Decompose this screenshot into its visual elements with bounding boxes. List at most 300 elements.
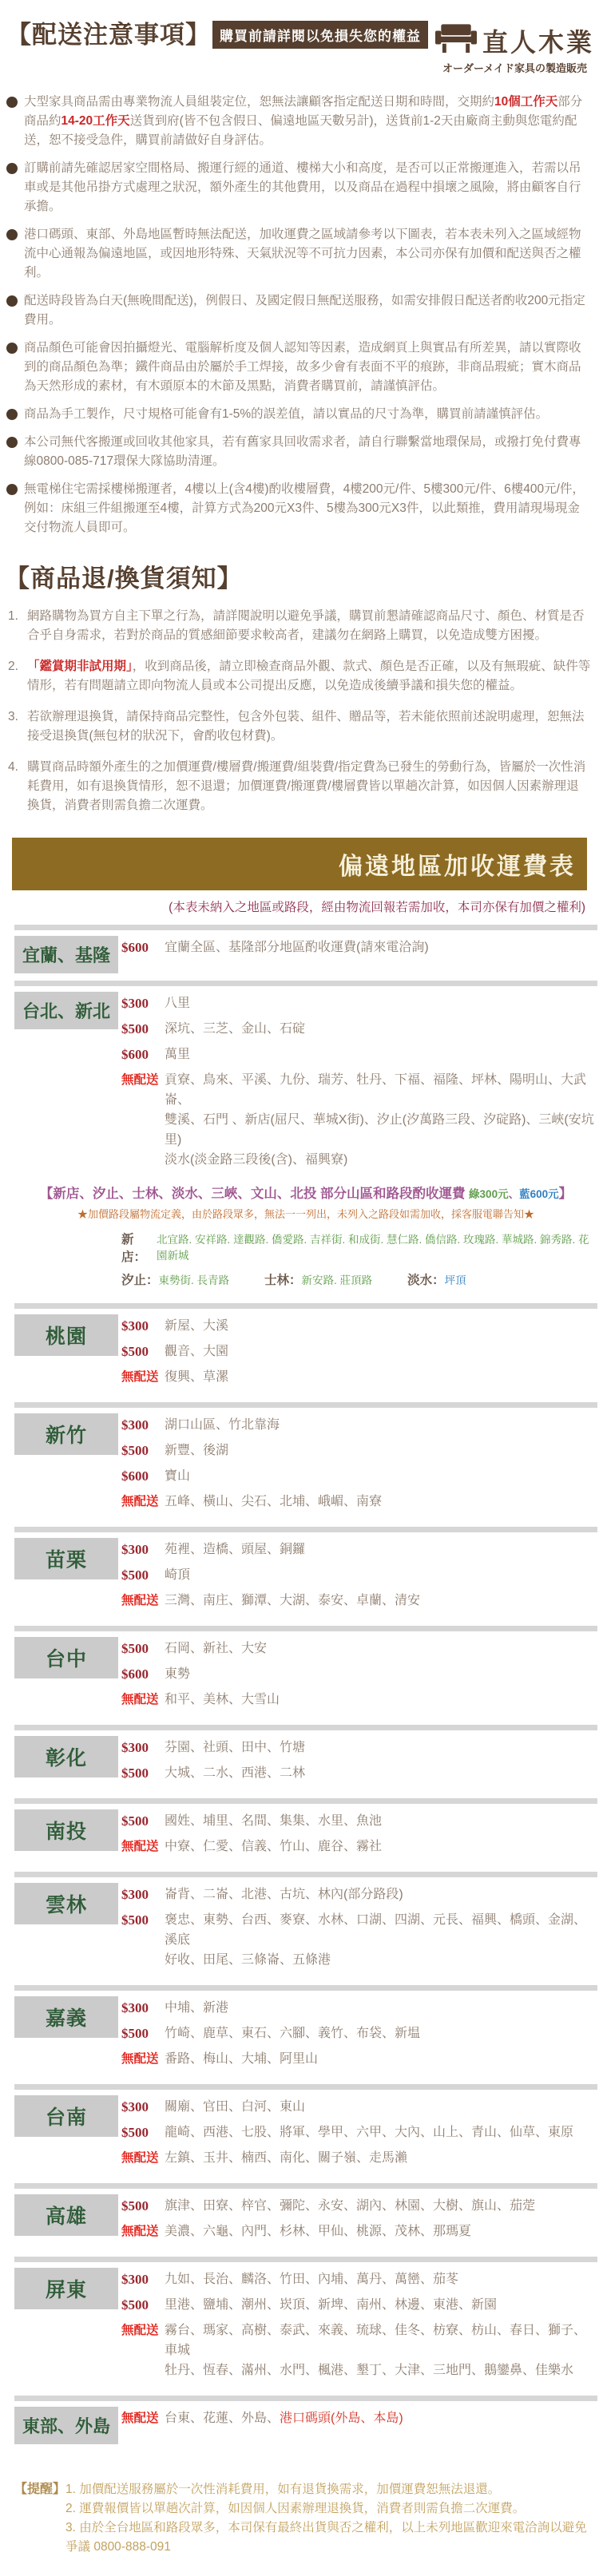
row-separator (14, 2396, 597, 2401)
page-title: 【配送注意事項】 (6, 21, 211, 49)
fee-price: $500 (121, 1641, 149, 1656)
text-segment: 左鎮、玉井、楠西、南化、關子嶺、走馬瀨 (165, 2151, 408, 2165)
fee-list (121, 1738, 596, 1783)
fee-line (121, 2221, 596, 2241)
fee-areas (165, 1664, 190, 1684)
policy-item (8, 758, 591, 815)
policy-item (8, 607, 591, 645)
region-label: 宜蘭、基隆 (14, 936, 118, 973)
text-segment: 若欲辦理退換貨，請保持商品完整性，包含外包裝、組件、贈品等，若未能依照前述說明處理，恕無法接受退換貨(無包材的狀況下，會酌收包材費)。 (27, 710, 585, 743)
fee-areas (165, 1998, 228, 2018)
fee-price: $500 (121, 1813, 149, 1829)
route-label: 淡水： (407, 1274, 445, 1287)
text-segment: 貢寮、鳥來、平溪、九份、瑞芳、牡丹、下福、福隆、坪林、陽明山、大武崙、 (165, 1073, 587, 1107)
text-segment: 寶山 (165, 1469, 191, 1483)
fee-areas (165, 2269, 458, 2289)
text-segment: 番路、梅山、大埔、阿里山 (165, 2052, 319, 2066)
reminder-item: 1. 加價配送服務屬於一次性消耗費用，如有退貨換需求，加價運費恕無法退還。 (65, 2483, 501, 2496)
fee-areas (165, 1342, 228, 1361)
fee-areas (165, 1738, 305, 1758)
shipping-note (6, 405, 591, 424)
fee-areas (165, 2221, 471, 2241)
row-separator (14, 1872, 597, 1877)
text-segment: 訂購前請先確認居家空間格局、搬運行經的通道、樓梯大小和高度，是否可以正常搬運進入，若需以吊車或是其他吊掛方式處理之狀況，額外產生的其他費用，以及商品在過程中損壞之風險，將由顧客自行承擔。 (24, 161, 581, 213)
fee-price: 無配送 (121, 2412, 159, 2425)
text-segment: 湖口山區、竹北靠海 (165, 1418, 280, 1432)
policy-text (27, 657, 591, 696)
bullet-icon (6, 97, 18, 108)
fee-areas (165, 2049, 318, 2069)
text-segment: 龍崎、西港、七股、將軍、學甲、六甲、大內、山上、青山、仙草、東原 (165, 2126, 574, 2139)
fee-list (121, 2097, 596, 2168)
note-text (24, 433, 591, 471)
fee-price: $600 (121, 940, 149, 955)
fee-price: $300 (121, 1417, 149, 1433)
brand-row (435, 22, 594, 59)
shipping-notes-list (0, 81, 599, 537)
region-label: 台北、新北 (14, 992, 118, 1029)
fee-price: $300 (121, 996, 149, 1011)
fee-line (121, 1342, 596, 1361)
fee-table-subtitle: (本表未納入之地區或路段，經由物流回報若需加收，本司亦保有加價之權利) (169, 901, 585, 914)
text-segment: 九如、長治、麟洛、竹田、內埔、萬丹、萬巒、茄苳 (165, 2273, 459, 2286)
text-segment: 苑裡、造橋、頭屋、銅鑼 (165, 1543, 306, 1556)
fee-price: 無配送 (121, 2324, 159, 2337)
fee-line (121, 1044, 596, 1064)
row-separator (14, 2183, 597, 2189)
bullet-icon (6, 163, 18, 174)
fee-price: 無配送 (121, 2151, 159, 2165)
fee-line (121, 1316, 596, 1336)
bullet-icon (6, 409, 18, 420)
fee-price: $500 (121, 1766, 149, 1781)
fee-areas (165, 1316, 228, 1336)
fee-price: $500 (121, 1021, 149, 1036)
text-segment: 本公司無代客搬運或回收其他家具，若有舊家具回收需求者，請自行聯繫當地環保局，或撥打免付費專線0800-085-717環保大隊協助清運。 (24, 435, 581, 468)
page-header (0, 21, 599, 81)
fee-price: $300 (121, 1318, 149, 1334)
text-segment: 萬里 (165, 1048, 191, 1061)
region-label: 台中 (14, 1637, 118, 1678)
region-label: 高雄 (14, 2194, 118, 2236)
fee-line (121, 1639, 596, 1659)
fee-list (121, 2196, 596, 2241)
fee-areas (165, 993, 190, 1013)
text-segment: 竹崎、鹿草、東石、六腳、義竹、布袋、新塭 (165, 2027, 421, 2040)
route-value: 新安路. 莊頂路 (301, 1274, 373, 1286)
text-segment: 關廟、官田、白河、東山 (165, 2100, 306, 2114)
bullet-icon (6, 295, 18, 307)
text-segment: 觀音、大園 (165, 1345, 229, 1358)
fee-line (121, 2408, 596, 2428)
fee-price: $300 (121, 2272, 149, 2287)
fee-line (121, 993, 596, 1013)
text-segment: 10個工作天 (494, 95, 558, 109)
fee-areas (165, 2097, 305, 2117)
fee-line (121, 1738, 596, 1758)
fee-line (121, 1492, 596, 1512)
region-label: 彰化 (14, 1736, 118, 1777)
text-segment: 八里 (165, 997, 191, 1010)
fee-price: $300 (121, 2099, 149, 2114)
fee-price: $300 (121, 1542, 149, 1557)
return-policy-title: 【商品退/換貨須知】 (5, 565, 243, 592)
text-segment: 深坑、三芝、金山、石碇 (165, 1022, 306, 1036)
fee-areas (165, 1466, 190, 1486)
fee-areas (165, 1415, 280, 1435)
text-segment: 里港、鹽埔、潮州、崁頂、新埤、南州、林邊、東港、新園 (165, 2298, 498, 2312)
fee-list (121, 937, 596, 957)
policy-number: 3. (8, 710, 18, 723)
text-segment: 五峰、橫山、尖石、北埔、峨嵋、南寮 (165, 1495, 383, 1508)
fee-table-row (0, 2189, 599, 2257)
text-segment: 「鑑賞期非試用期」 (27, 660, 133, 673)
row-separator (14, 1725, 597, 1730)
fee-areas (165, 1811, 382, 1831)
fee-table-row (0, 1991, 599, 2084)
surcharge-route-list (121, 1230, 596, 1288)
fee-areas (165, 2023, 420, 2043)
reminder-item: 3. 由於全台地區和路段眾多，本司保有最終出貨與否之權利，以上未列地區歡迎來電洽詢以避免爭議 0800-888-091 (65, 2521, 587, 2554)
row-separator (14, 1527, 597, 1532)
fee-line (121, 1540, 596, 1559)
row-separator (14, 1303, 597, 1309)
text-segment: 台東、花蓮、外島、 (165, 2412, 280, 2425)
fee-price: $300 (121, 1740, 149, 1755)
route-label: 士林： (264, 1274, 302, 1287)
text-segment: 中寮、仁愛、信義、竹山、鹿谷、霧社 (165, 1840, 383, 1853)
route-line (121, 1230, 596, 1265)
policy-number: 2. (8, 660, 18, 673)
fee-areas (165, 2122, 573, 2142)
region-label: 嘉義 (14, 1996, 118, 2038)
fee-price: $500 (121, 1443, 149, 1458)
fee-price: $500 (121, 1912, 149, 1928)
policy-text (27, 607, 591, 645)
shipping-note (6, 93, 591, 150)
text-segment: 國姓、埔里、名間、集集、水里、魚池 (165, 1814, 383, 1828)
route-pair (264, 1270, 372, 1288)
fee-list (121, 1884, 596, 1970)
fee-price: 無配送 (121, 2052, 159, 2066)
fee-table-row (0, 2401, 599, 2451)
surcharge-note-heading (16, 1183, 596, 1202)
text-segment: 淡水(淡金路三段後(含)、福興寮) (165, 1153, 348, 1167)
fee-table-row (0, 1631, 599, 1725)
text-segment: 芬園、社頭、田中、竹塘 (165, 1741, 306, 1754)
fee-areas (165, 1019, 305, 1039)
fee-price: 無配送 (121, 1594, 159, 1607)
fee-list (121, 1540, 596, 1611)
text-segment: 配送時段皆為白天(無晚間配送)，例假日、及國定假日無配送服務，如需安排假日配送者酌收200元指定費用。 (24, 294, 585, 327)
fee-price: $600 (121, 1047, 149, 1062)
region-label: 新竹 (14, 1413, 118, 1455)
fee-line (121, 2122, 596, 2142)
fee-list (121, 1415, 596, 1512)
fee-areas (165, 1690, 280, 1710)
fee-price: 無配送 (121, 1840, 159, 1853)
row-separator (14, 2084, 597, 2090)
fee-line (121, 1884, 596, 1904)
reminder-item: 2. 運費報價皆以單趟次計算，如因個人因素辦理退換貨，消費者則需負擔二次運費。 (65, 2502, 526, 2515)
shipping-note (6, 291, 591, 330)
fee-list (121, 1639, 596, 1710)
fee-line (121, 1565, 596, 1585)
fee-price: $500 (121, 1567, 149, 1583)
text-segment: 送貨到府(皆不包含假日、偏遠地區天數另計)，送貨前1-2天由廠商主動與您電約配送，恕不接受急件，購買前請做好自身評估。 (24, 114, 577, 147)
region-label: 屏東 (14, 2268, 118, 2309)
row-separator (14, 981, 597, 986)
shipping-note (6, 159, 591, 216)
text-segment: 購買商品時額外產生的之加價運費/樓層費/搬運費/組裝費/指定費為已發生的勞動行為，皆屬於一次性消耗費用，如有退換貨情形，恕不退還；加價運費/搬運費/樓層費皆以單趟次計算，如因個人因素辦理退換貨，消費者則需負擔二次運費。 (27, 760, 586, 812)
fee-areas (165, 1492, 382, 1512)
note-text (24, 159, 591, 216)
text-segment: 霧台、瑪家、高樹、泰武、來義、琉球、佳冬、枋寮、枋山、春日、獅子、車城 (165, 2324, 587, 2357)
text-segment: 崎頂 (165, 1568, 191, 1582)
fee-list (121, 1998, 596, 2069)
text-segment: 藍600元 (519, 1188, 559, 1200)
reminder-items (65, 2480, 594, 2557)
region-label: 南投 (14, 1809, 118, 1851)
policy-item (8, 657, 591, 696)
fee-line (121, 2023, 596, 2043)
fee-line (121, 1763, 596, 1783)
route-value: 北宜路. 安祥路. 達觀路. 僑愛路. 吉祥街. 和成街. 慧仁路. 僑信路. 玫瑰路. 華城路. 錦秀路. 花園新城 (156, 1234, 589, 1262)
fee-areas (165, 1070, 596, 1170)
text-segment: 新屋、大溪 (165, 1319, 229, 1333)
fee-areas (165, 1367, 228, 1387)
fee-price: 無配送 (121, 1370, 159, 1384)
fee-price: 無配送 (121, 1693, 159, 1706)
fee-list (121, 2408, 596, 2428)
reminder-footer (14, 2480, 594, 2557)
text-segment: 港口碼頭、東部、外島地區暫時無法配送，加收運費之區域請參考以下圖表，若本表未列入之區域經物流中心通報為偏遠地區，或因地形特殊、天氣狀況等不可抗力因素，本公司亦保有加價和配送與否之權利。 (24, 228, 581, 279)
shipping-note (6, 225, 591, 283)
region-label: 雲林 (14, 1883, 118, 1924)
note-text (24, 405, 548, 424)
fee-areas (165, 2408, 403, 2428)
reminder-label: 【提醒】 (14, 2483, 66, 2496)
route-value: 東勢街. 長青路 (158, 1274, 230, 1286)
policy-item (8, 707, 591, 746)
fee-table-row (0, 1877, 599, 1985)
fee-list (121, 1811, 596, 1857)
fee-areas (165, 1540, 305, 1559)
fee-table-row (0, 930, 599, 981)
row-separator (14, 925, 597, 930)
row-separator (14, 1626, 597, 1631)
text-segment: 【新店、汐止、士林、淡水、三峽、文山、北投 部分山區和路段酌收運費 (39, 1187, 470, 1201)
fee-price: $500 (121, 2297, 149, 2312)
brand-name: 直人木業 (482, 28, 594, 57)
fee-table-row (0, 2262, 599, 2396)
policy-text (27, 758, 591, 815)
route-label: 汐止： (121, 1274, 159, 1287)
text-segment: 部分商品約 (24, 95, 583, 128)
fee-areas (165, 1910, 596, 1970)
text-segment: 網路購物為買方自主下單之行為，請詳閱說明以避免爭議，購買前懇請確認商品尺寸、顏色、材質是否合乎自身需求，若對於商品的質感細節要求較高者，建議勿在網路上購買，以免造成雙方困擾。 (27, 609, 585, 642)
region-label: 苗栗 (14, 1538, 118, 1579)
text-segment: 美濃、六龜、內門、杉林、甲仙、桃源、茂林、那瑪夏 (165, 2225, 472, 2238)
note-text (24, 93, 591, 150)
policy-text (27, 707, 591, 746)
fee-areas (165, 1884, 403, 1904)
text-segment: 崙背、二崙、北港、古坑、林內(部分路段) (165, 1888, 403, 1901)
text-segment: 大城、二水、西港、二林 (165, 1766, 306, 1780)
fee-line (121, 2049, 596, 2069)
fee-areas (165, 1837, 382, 1857)
fee-line (121, 937, 596, 957)
fee-price: 無配送 (121, 1073, 159, 1087)
text-segment: 牡丹、恆春、滿州、水門、楓港、墾丁、大津、三地門、鵝鑾鼻、佳樂水 (165, 2364, 574, 2377)
fee-line (121, 1998, 596, 2018)
policy-number: 1. (8, 609, 18, 623)
fee-price: $600 (121, 1666, 149, 1682)
fee-areas (165, 1565, 190, 1585)
text-segment: 三灣、南庄、獅潭、大湖、泰安、卓蘭、清安 (165, 1594, 421, 1607)
fee-line (121, 1811, 596, 1831)
fee-areas (165, 2295, 497, 2315)
fee-line (121, 2196, 596, 2216)
fee-price: $500 (121, 1344, 149, 1359)
region-label: 台南 (14, 2095, 118, 2137)
fee-price: $500 (121, 2026, 149, 2041)
row-separator (14, 1402, 597, 1408)
text-segment: 、 (508, 1188, 520, 1200)
text-segment: 新豐、後湖 (165, 1444, 229, 1457)
text-segment: 宜蘭全區、基隆部分地區酌收運費(請來電洽詢) (165, 941, 429, 954)
fee-price: $300 (121, 2000, 149, 2015)
fee-line (121, 2269, 596, 2289)
note-text (24, 225, 591, 283)
fee-areas (165, 2320, 596, 2380)
fee-areas (165, 2148, 407, 2168)
fee-areas (165, 1763, 305, 1783)
fee-line (121, 1466, 596, 1486)
bullet-icon (6, 229, 18, 240)
text-segment: 大型家具商品需由專業物流人員組裝定位，恕無法讓顧客指定配送日期和時間，交期約 (24, 95, 495, 109)
fee-table-row (0, 1532, 599, 1626)
fee-areas (165, 1591, 420, 1611)
shipping-note (6, 433, 591, 471)
text-segment: 復興、草漯 (165, 1370, 229, 1384)
bullet-icon (6, 343, 18, 354)
fee-line (121, 1019, 596, 1039)
route-pair (121, 1270, 229, 1288)
region-label: 桃園 (14, 1314, 118, 1356)
text-segment: 商品顏色可能會因拍攝燈光、電腦解析度及個人認知等因素，造成網頁上與實品有所差異，請以實際收到的商品顏色為準；鐵件商品由於屬於手工焊接，故多少會有表面不平的痕跡，非商品瑕疵；實木商品為天然形成的素材，有木頭原本的木節及黑點，消費者購買前，請謹慎評估。 (24, 341, 581, 393)
fee-line (121, 2320, 596, 2380)
shipping-note (6, 480, 591, 537)
text-segment: 14-20工作天 (61, 114, 130, 128)
route-line (121, 1270, 596, 1288)
row-separator (14, 1798, 597, 1804)
fee-line (121, 1591, 596, 1611)
brand-tagline: オーダーメイド家具の製造販売 (442, 62, 588, 74)
text-segment: 石岡、新社、大安 (165, 1642, 268, 1655)
fee-line (121, 1690, 596, 1710)
text-segment: 東勢 (165, 1667, 191, 1681)
bench-icon (435, 24, 477, 58)
fee-table-row (0, 986, 599, 1303)
text-segment: 褒忠、東勢、台西、麥寮、水林、口湖、四湖、元長、福興、橋頭、金湖、溪底 (165, 1913, 587, 1947)
text-segment: 雙溪、石門 、新店(屈尺、華城X街)、汐止(汐萬路三段、汐碇路)、三峽(安坑里) (165, 1113, 594, 1147)
bullet-icon (6, 437, 18, 448)
fee-table (0, 925, 599, 2455)
fee-line (121, 1441, 596, 1460)
fee-list (121, 1316, 596, 1387)
route-value: 坪頂 (444, 1274, 466, 1286)
route-pair (407, 1270, 466, 1288)
fee-line (121, 2148, 596, 2168)
row-separator (14, 2257, 597, 2262)
text-segment: ，收到商品後，請立即檢查商品外觀、款式、顏色是否正確，以及有無瑕疵、缺件等情形，若有問題請立即向物流人員或本公司提出反應，以免造成後續爭議和損失您的權益。 (27, 660, 591, 692)
fee-table-row (0, 1804, 599, 1872)
fee-table-row (0, 2090, 599, 2183)
fee-areas (165, 1639, 267, 1659)
text-segment: 旗津、田寮、梓官、彌陀、永安、湖內、林園、大樹、旗山、茄萣 (165, 2199, 536, 2213)
fee-table-row (0, 1309, 599, 1402)
note-text (24, 339, 591, 396)
fee-line (121, 1664, 596, 1684)
policy-number: 4. (8, 760, 18, 774)
text-segment: 和平、美林、大雪山 (165, 1693, 280, 1706)
fee-line (121, 2097, 596, 2117)
fee-line (121, 1415, 596, 1435)
text-segment: 商品為手工製作，尺寸規格可能會有1-5%的誤差值，請以實品的尺寸為準，購買前請謹慎評估。 (24, 407, 549, 421)
fee-line (121, 2295, 596, 2315)
fee-price: 無配送 (121, 1495, 159, 1508)
return-policy-list (0, 607, 599, 815)
route-pair (121, 1230, 596, 1265)
fee-price: $600 (121, 1468, 149, 1484)
text-segment: 中埔、新港 (165, 2001, 229, 2015)
shipping-note (6, 339, 591, 396)
fee-areas (165, 1441, 228, 1460)
fee-price: $300 (121, 1887, 149, 1902)
brand-logo (435, 22, 594, 75)
bullet-icon (6, 484, 18, 495)
warning-badge: 購買前請詳閱以免損失您的權益 (212, 21, 428, 49)
fee-line (121, 1367, 596, 1387)
fee-list (121, 2269, 596, 2380)
fee-table-banner: 偏遠地區加收運費表 (12, 838, 587, 890)
text-segment: 綠300元 (469, 1188, 509, 1200)
surcharge-note (16, 1183, 596, 1288)
fee-line (121, 1070, 596, 1170)
fee-areas (165, 1044, 190, 1064)
text-segment: 港口碼頭(外島、本島) (280, 2412, 403, 2425)
text-segment: 好收、田尾、三條崙、五條港 (165, 1953, 331, 1967)
row-separator (14, 1985, 597, 1991)
fee-table-row (0, 1730, 599, 1798)
text-segment: 】 (558, 1187, 573, 1201)
surcharge-note-star: ★加價路段屬物流定義，由於路段眾多，無法一一列出，未列入之路段如需加收，採客服電聯告知★ (77, 1208, 534, 1220)
fee-areas (165, 937, 429, 957)
fee-line (121, 1910, 596, 1970)
note-text (24, 480, 591, 537)
fee-price: 無配送 (121, 2225, 159, 2238)
fee-line (121, 1837, 596, 1857)
route-label: 新店： (121, 1233, 147, 1264)
fee-areas (165, 2196, 535, 2216)
fee-price: $500 (121, 2125, 149, 2140)
note-text (24, 291, 591, 330)
text-segment: 無電梯住宅需採樓梯搬運者，4樓以上(含4樓)酌收樓層費，4樓200元/件、5樓300元/件、6樓400元/件，例如：床組三件組搬運至4樓，計算方式為200元X3件、5樓為300元X3件，以此類推，費用請現場現金交付物流人員即可。 (24, 482, 585, 534)
region-label: 東部、外島 (14, 2407, 118, 2444)
fee-price: $500 (121, 2198, 149, 2213)
fee-table-row (0, 1408, 599, 1527)
